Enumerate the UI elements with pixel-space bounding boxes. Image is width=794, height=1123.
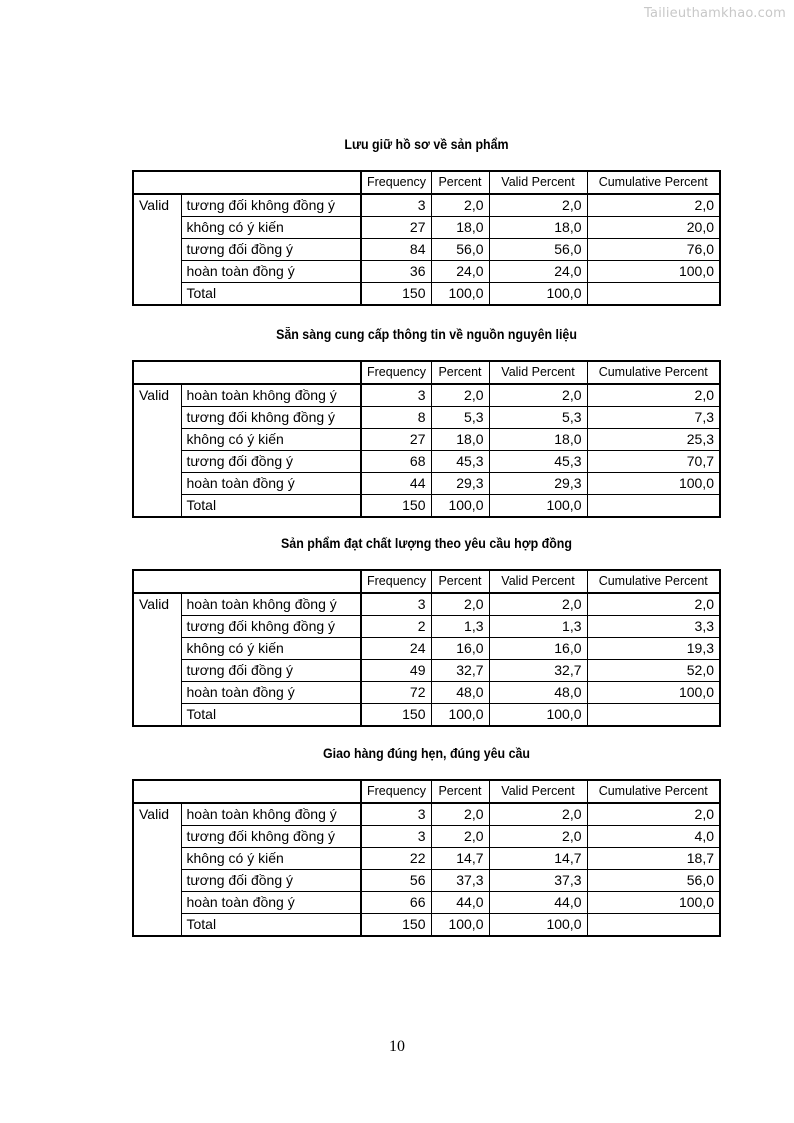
cell-frequency: 150 bbox=[361, 914, 431, 937]
cell-frequency: 3 bbox=[361, 593, 431, 616]
row-label: tương đối đồng ý bbox=[181, 451, 361, 473]
cell-percent: 44,0 bbox=[431, 892, 489, 914]
cell-frequency: 36 bbox=[361, 261, 431, 283]
total-row bbox=[133, 495, 720, 518]
cell-percent: 2,0 bbox=[431, 803, 489, 826]
row-label: hoàn toàn đồng ý bbox=[181, 473, 361, 495]
cell-percent: 56,0 bbox=[431, 239, 489, 261]
cell-cumulative-percent: 70,7 bbox=[587, 451, 720, 473]
cell-percent: 2,0 bbox=[431, 194, 489, 217]
cell-frequency: 24 bbox=[361, 638, 431, 660]
col-header-cumulative-percent: Cumulative Percent bbox=[587, 780, 720, 803]
col-header-frequency: Frequency bbox=[361, 171, 431, 194]
cell-percent: 5,3 bbox=[431, 407, 489, 429]
cell-frequency: 27 bbox=[361, 217, 431, 239]
table-row bbox=[133, 261, 720, 283]
cell-cumulative-percent: 2,0 bbox=[587, 593, 720, 616]
cell-valid-percent: 100,0 bbox=[489, 704, 587, 727]
cell-valid-percent: 2,0 bbox=[489, 826, 587, 848]
table-row bbox=[133, 407, 720, 429]
cell-percent: 45,3 bbox=[431, 451, 489, 473]
cell-cumulative-percent: 7,3 bbox=[587, 407, 720, 429]
page-number: 10 bbox=[389, 1038, 405, 1055]
cell-valid-percent: 100,0 bbox=[489, 914, 587, 937]
cell-valid-percent: 45,3 bbox=[489, 451, 587, 473]
cell-frequency: 56 bbox=[361, 870, 431, 892]
cell-cumulative-percent: 56,0 bbox=[587, 870, 720, 892]
cell-cumulative-percent bbox=[587, 283, 720, 306]
row-label: Total bbox=[181, 283, 361, 306]
row-label: tương đối không đồng ý bbox=[181, 407, 361, 429]
cell-percent: 37,3 bbox=[431, 870, 489, 892]
cell-percent: 16,0 bbox=[431, 638, 489, 660]
table-row bbox=[133, 194, 720, 217]
cell-frequency: 66 bbox=[361, 892, 431, 914]
cell-cumulative-percent: 18,7 bbox=[587, 848, 720, 870]
cell-percent: 100,0 bbox=[431, 914, 489, 937]
cell-valid-percent: 100,0 bbox=[489, 283, 587, 306]
row-label: hoàn toàn không đồng ý bbox=[181, 803, 361, 826]
cell-frequency: 72 bbox=[361, 682, 431, 704]
cell-cumulative-percent: 25,3 bbox=[587, 429, 720, 451]
col-header-cumulative-percent: Cumulative Percent bbox=[587, 570, 720, 593]
cell-cumulative-percent bbox=[587, 704, 720, 727]
cell-frequency: 3 bbox=[361, 803, 431, 826]
col-header-frequency: Frequency bbox=[361, 361, 431, 384]
row-label: Total bbox=[181, 495, 361, 518]
row-label: hoàn toàn không đồng ý bbox=[181, 384, 361, 407]
cell-valid-percent: 100,0 bbox=[489, 495, 587, 518]
cell-frequency: 8 bbox=[361, 407, 431, 429]
table-header-row bbox=[133, 171, 720, 194]
cell-valid-percent: 37,3 bbox=[489, 870, 587, 892]
frequency-table-section bbox=[132, 134, 721, 306]
table-row bbox=[133, 473, 720, 495]
table-row bbox=[133, 593, 720, 616]
cell-cumulative-percent: 100,0 bbox=[587, 682, 720, 704]
cell-frequency: 150 bbox=[361, 283, 431, 306]
row-label: không có ý kiến bbox=[181, 217, 361, 239]
row-label: tương đối không đồng ý bbox=[181, 826, 361, 848]
total-row bbox=[133, 914, 720, 937]
cell-frequency: 3 bbox=[361, 384, 431, 407]
cell-percent: 14,7 bbox=[431, 848, 489, 870]
frequency-table bbox=[132, 170, 721, 306]
cell-valid-percent: 48,0 bbox=[489, 682, 587, 704]
col-header-cumulative-percent: Cumulative Percent bbox=[587, 171, 720, 194]
table-row bbox=[133, 616, 720, 638]
cell-percent: 48,0 bbox=[431, 682, 489, 704]
col-header-percent: Percent bbox=[431, 570, 489, 593]
cell-cumulative-percent: 2,0 bbox=[587, 384, 720, 407]
cell-valid-percent: 16,0 bbox=[489, 638, 587, 660]
table-row bbox=[133, 803, 720, 826]
row-label: hoàn toàn đồng ý bbox=[181, 892, 361, 914]
cell-cumulative-percent: 76,0 bbox=[587, 239, 720, 261]
cell-valid-percent: 18,0 bbox=[489, 429, 587, 451]
cell-cumulative-percent: 3,3 bbox=[587, 616, 720, 638]
row-label: hoàn toàn đồng ý bbox=[181, 682, 361, 704]
cell-percent: 18,0 bbox=[431, 217, 489, 239]
table-title: Giao hàng đúng hẹn, đúng yêu cầu bbox=[322, 746, 530, 761]
table-title: Sẵn sàng cung cấp thông tin về nguồn nguyên liệu bbox=[276, 327, 577, 342]
cell-valid-percent: 44,0 bbox=[489, 892, 587, 914]
cell-frequency: 49 bbox=[361, 660, 431, 682]
cell-frequency: 3 bbox=[361, 194, 431, 217]
cell-valid-percent: 1,3 bbox=[489, 616, 587, 638]
table-row bbox=[133, 384, 720, 407]
row-label: tương đối đồng ý bbox=[181, 870, 361, 892]
cell-valid-percent: 2,0 bbox=[489, 593, 587, 616]
cell-cumulative-percent: 100,0 bbox=[587, 261, 720, 283]
total-row bbox=[133, 283, 720, 306]
table-row bbox=[133, 870, 720, 892]
cell-valid-percent: 2,0 bbox=[489, 384, 587, 407]
cell-percent: 2,0 bbox=[431, 593, 489, 616]
row-label: không có ý kiến bbox=[181, 848, 361, 870]
cell-percent: 2,0 bbox=[431, 826, 489, 848]
cell-cumulative-percent: 100,0 bbox=[587, 892, 720, 914]
row-label: tương đối không đồng ý bbox=[181, 616, 361, 638]
table-row bbox=[133, 892, 720, 914]
cell-frequency: 27 bbox=[361, 429, 431, 451]
cell-cumulative-percent: 20,0 bbox=[587, 217, 720, 239]
table-row bbox=[133, 239, 720, 261]
cell-percent: 32,7 bbox=[431, 660, 489, 682]
row-label: Total bbox=[181, 704, 361, 727]
col-header-percent: Percent bbox=[431, 780, 489, 803]
row-label: tương đối đồng ý bbox=[181, 239, 361, 261]
cell-frequency: 44 bbox=[361, 473, 431, 495]
cell-valid-percent: 2,0 bbox=[489, 194, 587, 217]
col-header-frequency: Frequency bbox=[361, 570, 431, 593]
frequency-table-section bbox=[132, 533, 721, 727]
cell-cumulative-percent bbox=[587, 495, 720, 518]
cell-cumulative-percent: 19,3 bbox=[587, 638, 720, 660]
frequency-table bbox=[132, 360, 721, 518]
table-header-row bbox=[133, 780, 720, 803]
cell-frequency: 150 bbox=[361, 495, 431, 518]
cell-percent: 100,0 bbox=[431, 283, 489, 306]
cell-valid-percent: 18,0 bbox=[489, 217, 587, 239]
table-row bbox=[133, 682, 720, 704]
cell-percent: 18,0 bbox=[431, 429, 489, 451]
cell-valid-percent: 5,3 bbox=[489, 407, 587, 429]
cell-valid-percent: 32,7 bbox=[489, 660, 587, 682]
cell-percent: 24,0 bbox=[431, 261, 489, 283]
total-row bbox=[133, 704, 720, 727]
cell-percent: 1,3 bbox=[431, 616, 489, 638]
table-title: Sản phẩm đạt chất lượng theo yêu cầu hợp đồng bbox=[281, 536, 572, 551]
cell-frequency: 2 bbox=[361, 616, 431, 638]
table-row bbox=[133, 451, 720, 473]
cell-cumulative-percent: 2,0 bbox=[587, 194, 720, 217]
frequency-table-section bbox=[132, 324, 721, 518]
row-label: tương đối không đồng ý bbox=[181, 194, 361, 217]
table-row bbox=[133, 660, 720, 682]
col-header-valid-percent: Valid Percent bbox=[489, 361, 587, 384]
table-header-row bbox=[133, 570, 720, 593]
watermark: Tailieuthamkhao.com bbox=[644, 6, 786, 21]
cell-cumulative-percent: 52,0 bbox=[587, 660, 720, 682]
valid-label: Valid bbox=[133, 384, 181, 407]
table-title: Lưu giữ hồ sơ về sản phẩm bbox=[344, 137, 509, 152]
valid-label: Valid bbox=[133, 593, 181, 616]
cell-cumulative-percent: 100,0 bbox=[587, 473, 720, 495]
cell-cumulative-percent: 4,0 bbox=[587, 826, 720, 848]
cell-percent: 2,0 bbox=[431, 384, 489, 407]
frequency-table bbox=[132, 569, 721, 727]
cell-valid-percent: 29,3 bbox=[489, 473, 587, 495]
frequency-table-section bbox=[132, 743, 721, 937]
frequency-table bbox=[132, 779, 721, 937]
cell-valid-percent: 24,0 bbox=[489, 261, 587, 283]
cell-frequency: 150 bbox=[361, 704, 431, 727]
table-row bbox=[133, 217, 720, 239]
table-row bbox=[133, 638, 720, 660]
cell-percent: 100,0 bbox=[431, 495, 489, 518]
row-label: Total bbox=[181, 914, 361, 937]
cell-valid-percent: 2,0 bbox=[489, 803, 587, 826]
cell-cumulative-percent: 2,0 bbox=[587, 803, 720, 826]
col-header-valid-percent: Valid Percent bbox=[489, 171, 587, 194]
cell-frequency: 84 bbox=[361, 239, 431, 261]
row-label: hoàn toàn đồng ý bbox=[181, 261, 361, 283]
col-header-cumulative-percent: Cumulative Percent bbox=[587, 361, 720, 384]
cell-valid-percent: 14,7 bbox=[489, 848, 587, 870]
col-header-valid-percent: Valid Percent bbox=[489, 780, 587, 803]
cell-percent: 100,0 bbox=[431, 704, 489, 727]
row-label: không có ý kiến bbox=[181, 638, 361, 660]
table-row bbox=[133, 826, 720, 848]
cell-frequency: 68 bbox=[361, 451, 431, 473]
table-row bbox=[133, 429, 720, 451]
col-header-percent: Percent bbox=[431, 361, 489, 384]
row-label: không có ý kiến bbox=[181, 429, 361, 451]
col-header-percent: Percent bbox=[431, 171, 489, 194]
row-label: tương đối đồng ý bbox=[181, 660, 361, 682]
table-header-row bbox=[133, 361, 720, 384]
cell-cumulative-percent bbox=[587, 914, 720, 937]
cell-frequency: 22 bbox=[361, 848, 431, 870]
col-header-valid-percent: Valid Percent bbox=[489, 570, 587, 593]
col-header-frequency: Frequency bbox=[361, 780, 431, 803]
cell-frequency: 3 bbox=[361, 826, 431, 848]
cell-valid-percent: 56,0 bbox=[489, 239, 587, 261]
cell-percent: 29,3 bbox=[431, 473, 489, 495]
valid-label: Valid bbox=[133, 194, 181, 217]
valid-label: Valid bbox=[133, 803, 181, 826]
row-label: hoàn toàn không đồng ý bbox=[181, 593, 361, 616]
table-row bbox=[133, 848, 720, 870]
